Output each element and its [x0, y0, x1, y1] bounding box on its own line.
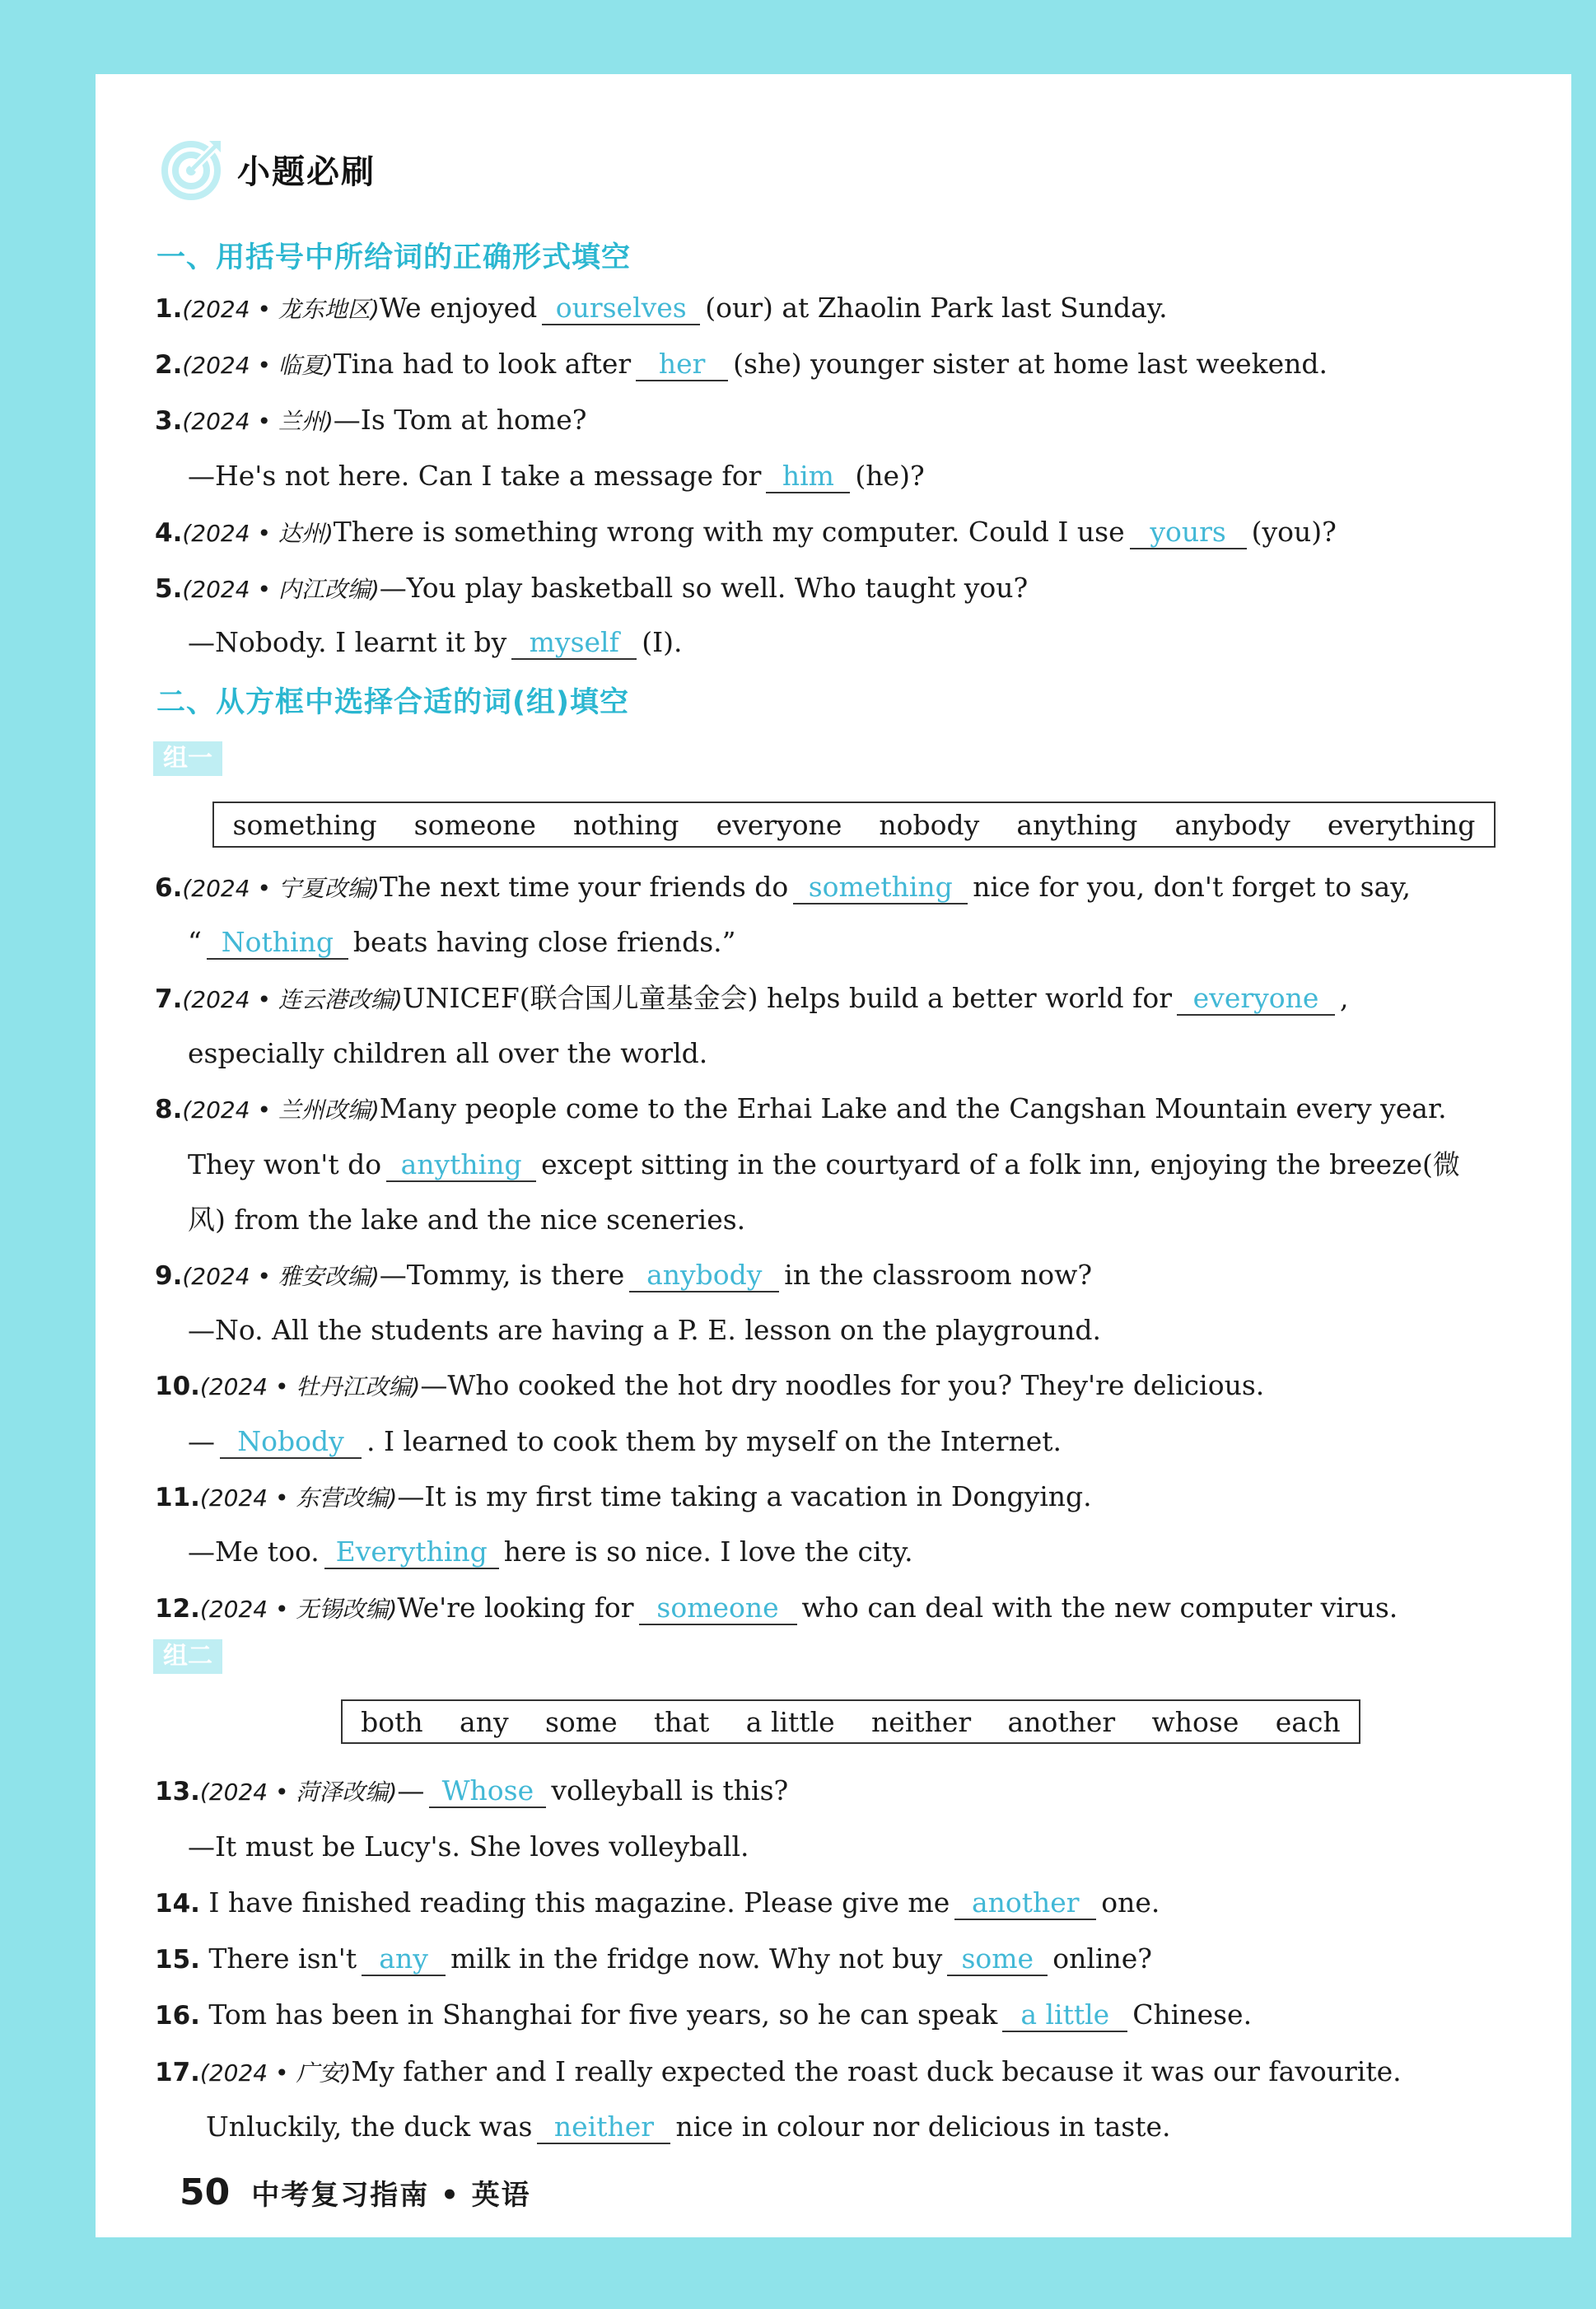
question-source: (2024 • 龙东地区) — [182, 296, 380, 323]
book-title: 中考复习指南 • 英语 — [251, 2179, 531, 2212]
question-9-line-2 — [188, 1312, 1101, 1348]
question-15 — [155, 1941, 1152, 1978]
question-text: The next time your friends do — [379, 871, 789, 903]
question-text: —It must be Lucy's. She loves volleyball. — [188, 1830, 749, 1863]
answer-blank[interactable]: some — [947, 1943, 1048, 1976]
question-number: 3. — [155, 406, 183, 436]
word-option: everything — [1327, 808, 1476, 841]
question-7 — [155, 980, 1349, 1018]
word-box-2 — [341, 1699, 1360, 1744]
word-option: some — [544, 1705, 618, 1738]
answer-blank[interactable]: Everything — [324, 1536, 499, 1569]
answer-blank[interactable]: Nobody — [220, 1426, 362, 1459]
word-option: anything — [1016, 808, 1138, 841]
answer-blank[interactable]: neither — [537, 2111, 670, 2144]
question-number: 9. — [155, 1261, 183, 1291]
question-number: 8. — [155, 1095, 183, 1124]
word-option: neither — [871, 1705, 972, 1738]
question-text: —Tommy, is there — [379, 1259, 625, 1291]
word-option: another — [1007, 1705, 1116, 1738]
question-text: one. — [1101, 1886, 1160, 1919]
group-tag: 组二 — [153, 1639, 222, 1674]
question-text: We're looking for — [397, 1592, 634, 1624]
answer-blank[interactable]: any — [362, 1943, 446, 1976]
question-text: (our) at Zhaolin Park last Sunday. — [705, 292, 1168, 324]
question-4 — [155, 514, 1337, 552]
question-text: —Who cooked the hot dry noodles for you? They're delicious. — [420, 1369, 1265, 1401]
question-number: 15. — [155, 1945, 200, 1975]
question-7-line-2 — [188, 1035, 707, 1072]
question-17-line-2 — [206, 2109, 1171, 2145]
word-option: anybody — [1174, 808, 1290, 841]
question-source: (2024 • 雅安改编) — [182, 1263, 380, 1290]
question-text: in the classroom now? — [784, 1259, 1093, 1291]
question-number: 10. — [155, 1372, 200, 1401]
question-text: nice in colour nor delicious in taste. — [675, 2110, 1171, 2143]
question-number: 17. — [155, 2058, 200, 2087]
question-8 — [155, 1091, 1447, 1129]
section-header — [161, 136, 376, 202]
question-source: (2024 • 兰州改编) — [182, 1096, 380, 1124]
question-text: —No. All the students are having a P. E. lesson on the playground. — [188, 1314, 1101, 1346]
word-option: everyone — [716, 808, 842, 841]
question-14 — [155, 1885, 1160, 1922]
answer-blank[interactable]: anything — [386, 1149, 536, 1182]
answer-blank[interactable]: Whose — [429, 1775, 546, 1808]
word-option: that — [653, 1705, 710, 1738]
question-source: (2024 • 临夏) — [182, 352, 334, 379]
question-text: (he)? — [855, 460, 925, 492]
question-11-line-2 — [188, 1534, 913, 1570]
answer-blank[interactable]: something — [793, 872, 968, 904]
question-number: 1. — [155, 294, 183, 324]
question-text: milk in the fridge now. Why not buy — [450, 1942, 943, 1975]
question-3 — [155, 402, 586, 440]
question-number: 6. — [155, 873, 183, 903]
question-text: Unluckily, the duck was — [206, 2110, 533, 2143]
question-source: (2024 • 牡丹江改编) — [199, 1373, 421, 1400]
question-text: —He's not here. Can I take a message for — [188, 460, 762, 492]
group-tag: 组一 — [153, 741, 222, 776]
page-frame-top — [0, 0, 1596, 74]
question-17 — [155, 2054, 1402, 2092]
question-text: 风) from the lake and the nice sceneries. — [188, 1204, 746, 1236]
question-text: online? — [1052, 1942, 1152, 1975]
question-13 — [155, 1773, 788, 1811]
question-text: UNICEF(联合国儿童基金会) helps build a better world for — [402, 982, 1173, 1014]
question-source: (2024 • 菏泽改编) — [199, 1778, 398, 1806]
answer-blank[interactable]: yours — [1130, 516, 1247, 549]
question-number: 12. — [155, 1594, 200, 1624]
question-8-line-3 — [188, 1202, 745, 1238]
question-text: here is so nice. I love the city. — [503, 1535, 913, 1568]
question-number: 11. — [155, 1483, 200, 1512]
question-text: , — [1340, 982, 1349, 1014]
answer-blank[interactable]: anybody — [629, 1260, 779, 1292]
question-text: Tina had to look after — [333, 348, 632, 380]
question-text: especially children all over the world. — [188, 1037, 708, 1069]
answer-blank[interactable]: ourselves — [542, 292, 700, 325]
question-source: (2024 • 兰州) — [182, 408, 334, 435]
question-number: 4. — [155, 518, 183, 548]
question-text: —Me too. — [188, 1535, 320, 1568]
page-frame-left — [0, 0, 96, 2309]
question-text: Many people come to the Erhai Lake and the Cangshan Mountain every year. — [379, 1092, 1447, 1124]
question-11 — [155, 1479, 1092, 1517]
part1-title: 一、用括号中所给词的正确形式填空 — [156, 241, 632, 274]
question-number: 5. — [155, 574, 183, 604]
question-10-line-2 — [188, 1423, 1062, 1460]
question-source: (2024 • 东营改编) — [199, 1484, 398, 1512]
question-source: (2024 • 无锡改编) — [199, 1596, 398, 1623]
word-option: nobody — [879, 808, 980, 841]
page-number: 50 — [180, 2171, 231, 2213]
question-16 — [155, 1997, 1252, 2034]
section-title: 小题必刷 — [237, 152, 376, 191]
word-option: both — [361, 1705, 423, 1738]
answer-blank[interactable]: myself — [511, 627, 637, 660]
question-text: volleyball is this? — [551, 1774, 789, 1807]
question-9 — [155, 1257, 1092, 1295]
question-text: (she) younger sister at home last weekend. — [733, 348, 1328, 380]
question-text: Chinese. — [1132, 1998, 1253, 2031]
question-number: 14. — [155, 1889, 200, 1919]
question-text: — — [397, 1774, 425, 1807]
question-text: There isn't — [208, 1942, 357, 1975]
question-3-line-2 — [188, 458, 925, 494]
question-source: (2024 • 宁夏改编) — [182, 875, 380, 902]
question-text: — — [188, 1425, 215, 1457]
question-source: (2024 • 达州) — [182, 520, 334, 547]
question-source: (2024 • 广安) — [199, 2059, 352, 2087]
word-option: nothing — [572, 808, 679, 841]
question-text: “ — [188, 926, 202, 958]
question-text: nice for you, don't forget to say, — [973, 871, 1411, 903]
question-text: Tom has been in Shanghai for five years, so he can speak — [208, 1998, 998, 2031]
question-text: My father and I really expected the roast duck because it was our favourite. — [351, 2055, 1402, 2087]
question-text: except sitting in the courtyard of a folk inn, enjoying the breeze(微 — [541, 1148, 1460, 1180]
question-6-line-2 — [188, 924, 736, 961]
question-text: —Is Tom at home? — [333, 404, 587, 436]
question-source: (2024 • 连云港改编) — [182, 986, 403, 1013]
question-text: I have finished reading this magazine. Please give me — [208, 1886, 950, 1919]
question-8-line-2 — [188, 1147, 1460, 1183]
page-frame-right — [1571, 0, 1596, 2309]
answer-blank[interactable]: someone — [639, 1592, 797, 1625]
question-number: 7. — [155, 984, 183, 1014]
question-12 — [155, 1590, 1398, 1628]
question-13-line-2 — [188, 1829, 749, 1865]
part2-title: 二、从方框中选择合适的词(组)填空 — [156, 686, 629, 719]
question-text: There is something wrong with my computer. Could I use — [333, 516, 1125, 548]
question-number: 16. — [155, 2001, 200, 2031]
answer-blank[interactable]: everyone — [1177, 983, 1335, 1016]
word-option: something — [232, 808, 377, 841]
question-6 — [155, 869, 1411, 907]
question-text: —Nobody. I learnt it by — [188, 626, 507, 658]
question-1 — [155, 290, 1168, 328]
question-5-line-2 — [188, 624, 683, 661]
question-text: (I). — [642, 626, 683, 658]
answer-blank[interactable]: a little — [1002, 1999, 1127, 2032]
word-option: whose — [1151, 1705, 1239, 1738]
question-text: We enjoyed — [379, 292, 538, 324]
question-text: . I learned to cook them by myself on the Internet. — [366, 1425, 1062, 1457]
question-2 — [155, 346, 1328, 384]
word-option: any — [460, 1705, 509, 1738]
answer-blank[interactable]: him — [766, 460, 850, 493]
page-frame-bottom — [0, 2237, 1596, 2309]
answer-blank[interactable]: Nothing — [207, 927, 348, 960]
word-option: a little — [745, 1705, 835, 1738]
word-option: someone — [413, 808, 536, 841]
question-text: who can deal with the new computer virus. — [801, 1592, 1398, 1624]
question-5 — [155, 570, 1028, 608]
question-text: —You play basketball so well. Who taught you? — [379, 572, 1029, 604]
word-box-1 — [212, 802, 1496, 848]
question-source: (2024 • 内江改编) — [182, 576, 380, 603]
question-text: —It is my first time taking a vacation in Dongying. — [397, 1480, 1092, 1512]
answer-blank[interactable]: another — [954, 1887, 1096, 1920]
question-10 — [155, 1367, 1264, 1405]
question-text: beats having close friends.” — [352, 926, 736, 958]
word-option: each — [1275, 1705, 1341, 1738]
question-number: 2. — [155, 350, 183, 380]
question-text: (you)? — [1251, 516, 1337, 548]
target-icon — [161, 138, 224, 200]
question-number: 13. — [155, 1777, 200, 1807]
question-text: They won't do — [188, 1148, 382, 1180]
page-footer — [180, 2171, 531, 2213]
answer-blank[interactable]: her — [636, 348, 728, 381]
